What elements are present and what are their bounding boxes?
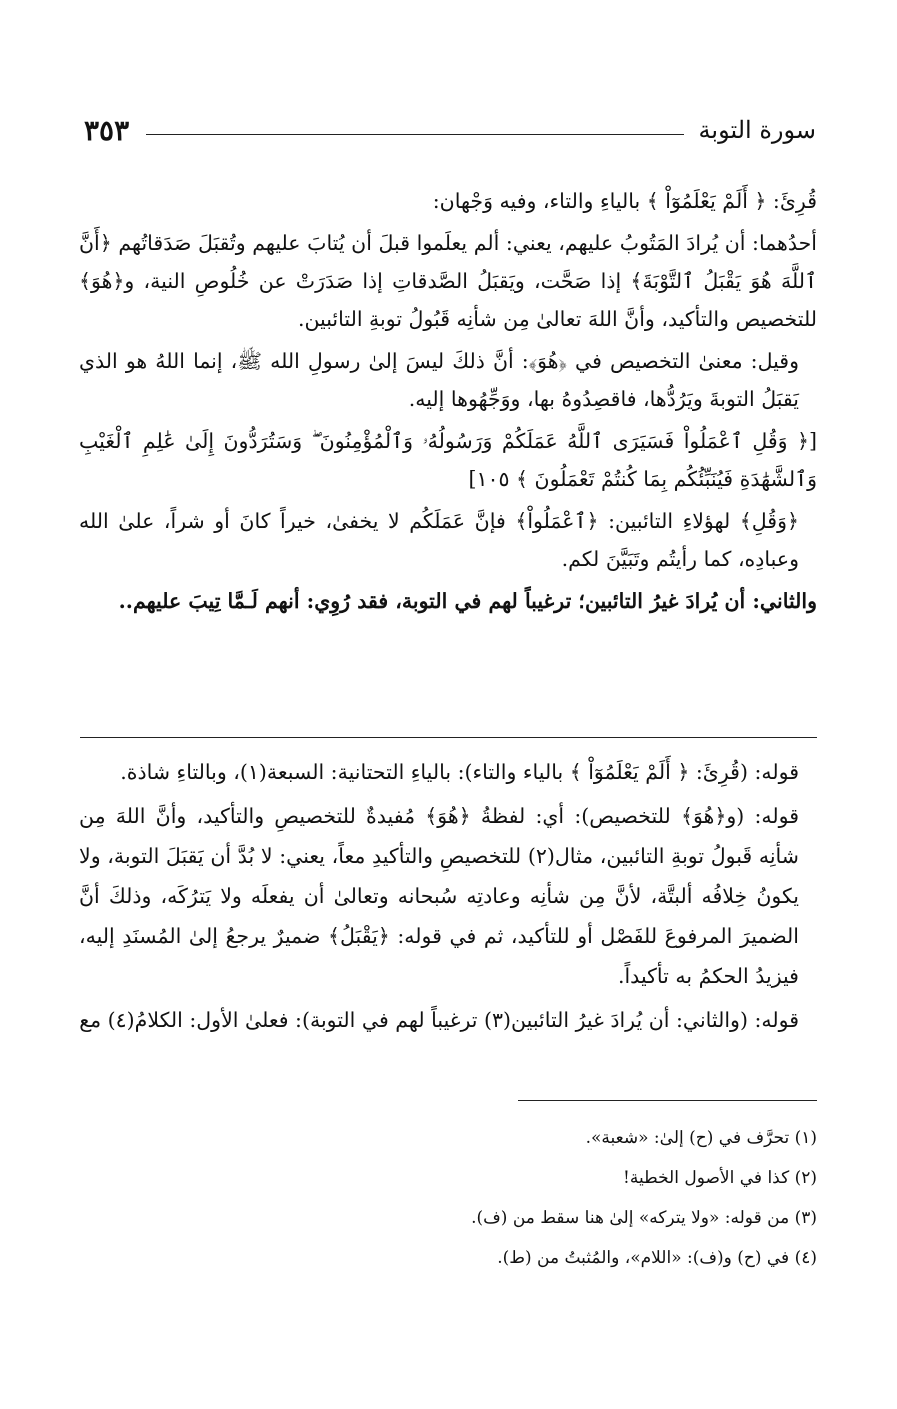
footnote: (١) تحرَّف في (ح) إلىٰ: «شعبة». (585, 1128, 817, 1148)
commentary-text (79, 752, 817, 1044)
footnote: (٣) من قوله: «ولا يتركه» إلىٰ هنا سقط من (ف). (471, 1208, 817, 1228)
main-paragraph: ﴿وَقُلِ﴾ لهؤلاءِ التائبين: ﴿ٱعْمَلُواْ﴾ فإنَّ عَمَلَكُم لا يخفىٰ، خيراً كانَ أو شراً، علىٰ الله وعبادِه، كما رأيتُم وتَبَيَّنَ لكم. (79, 509, 799, 571)
commentary-paragraph: قوله: (والثاني: أن يُرادَ غيرُ التائبين(٣) ترغيباً لهم في التوبة): فعلىٰ الأول: الكلامُ(٤) مع (79, 1008, 799, 1032)
footnote: (٤) في (ح) و(ف): «اللام»، والمُثبتُ من (ط). (497, 1248, 817, 1268)
footnotes (79, 1118, 817, 1278)
main-paragraph: أحدُهما: أن يُرادَ المَتُوبُ عليهم، يعني: ألم يعلَموا قبلَ أن يُتابَ عليهم وتُقبَلَ صَدَقاتُهم ﴿أَنَّ ٱللَّهَ هُوَ يَقْبَلُ ٱلتَّوْبَةَ﴾ إذا صَحَّت، ويَقبَلُ الصَّدقاتِ إذا صَدَرَتْ عن خُلُوصِ النية، و﴿هُوَ﴾ للتخصيص والتأكيد، وأنَّ اللهَ تعالىٰ مِن شأنِه قَبُولُ توبةِ التائبين. (79, 231, 817, 331)
commentary-paragraph: قوله: (قُرِئَ: ﴿ أَلَمْ يَعْلَمُوٓاْ ﴾ بالياء والتاء): بالياءِ التحتانية: السبعة(١)، وبالتاءِ شاذة. (120, 760, 799, 784)
page-header (84, 112, 816, 152)
section-divider (80, 737, 817, 738)
header-rule (146, 134, 684, 135)
footnote: (٢) كذا في الأصول الخطية! (623, 1168, 817, 1188)
commentary-paragraph: قوله: (و﴿هُوَ﴾ للتخصيص): أي: لفظةُ ﴿هُوَ﴾ مُفيدةٌ للتخصيصِ والتأكيد، وأنَّ اللهَ مِن شأنِه قَبولُ توبةِ التائبين، مثال(٢) للتخصيصِ والتأكيدِ معاً، يعني: لا بُدَّ أن يَقبَلَ التوبة، ولا يكونُ خِلافُه ألبتَّة، لأنَّ مِن شأنِه وعادتِه سُبحانه وتعالىٰ أن يفعلَه ولا يَترُكَه، وذلكَ أنَّ الضميرَ المرفوعَ للفَصْل أو للتأكيد، ثم في قوله: ﴿يَقْبَلُ﴾ ضميرٌ يرجعُ إلىٰ المُسنَدِ إليه، فيزيدُ الحكمُ به تأكيداً. (79, 804, 799, 988)
main-text (79, 182, 817, 624)
footnote-divider (518, 1100, 817, 1101)
main-paragraph: وقيل: معنىٰ التخصيص في ﴿هُوَ﴾: أنَّ ذلكَ ليسَ إلىٰ رسولِ الله ﷺ، إنما اللهُ هو الذي يَقبَلُ التوبةَ ويَرُدُّها، فاقصِدُوهُ بها، ووَجِّهُوها إليه. (79, 349, 799, 411)
main-paragraph: قُرِئَ: ﴿ أَلَمْ يَعْلَمُوٓاْ ﴾ بالياءِ والتاء، وفيه وَجْهان: (432, 189, 817, 213)
surah-title: سورة التوبة (698, 116, 816, 144)
main-paragraph: والثاني: أن يُرادَ غيرُ التائبين؛ ترغيباً لهم في التوبة، فقد رُوِي: أنهم لَـمَّا تِيبَ عليهم.. (118, 589, 817, 613)
quran-verse: [﴿ وَقُلِ ٱعْمَلُواْ فَسَيَرَى ٱللَّهُ عَمَلَكُمْ وَرَسُولُهُۥ وَٱلْمُؤْمِنُونَ ۖ وَسَتُرَدُّونَ إِلَىٰ عَٰلِمِ ٱلْغَيْبِ وَٱلشَّهَٰدَةِ فَيُنَبِّئُكُم بِمَا كُنتُمْ تَعْمَلُونَ ﴾ ١٠٥] (79, 429, 817, 491)
page-number: ٣٥٣ (84, 114, 130, 147)
